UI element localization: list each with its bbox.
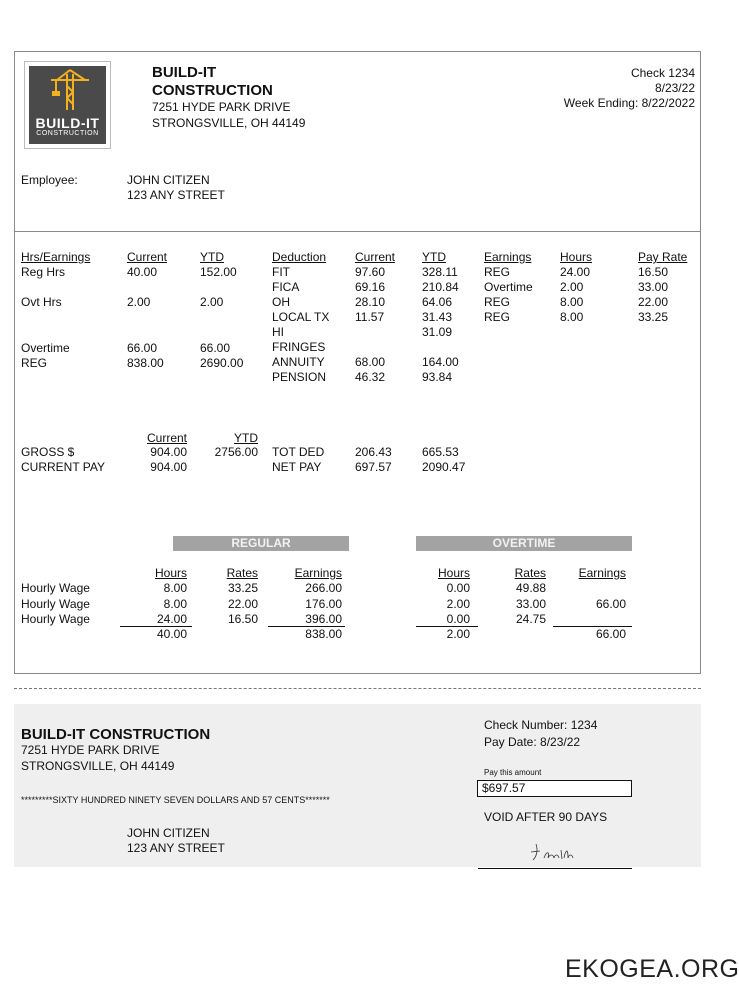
hrs-row-current: 2.00 [127,295,151,309]
company-address2: STRONGSVILLE, OH 44149 [152,116,306,130]
payee-name: JOHN CITIZEN [127,826,210,840]
overtime-header-earnings: Earnings [578,566,626,580]
totals-header-current: Current [146,431,187,445]
regular-row-label: Hourly Wage [21,612,90,626]
deduction-row-ytd: 164.00 [422,355,459,369]
regular-row-label: Hourly Wage [21,597,90,611]
regular-row-hours: 8.00 [163,581,187,595]
company-logo [24,61,111,149]
earnings-row-rate: 33.00 [638,280,669,294]
regular-total-hours: 40.00 [156,627,187,641]
hrs-row-ytd: 152.00 [200,265,237,279]
deduction-row-current: 69.16 [355,280,386,294]
earnings-row-hours: 8.00 [560,295,584,309]
earnings-row-hours: 2.00 [560,280,584,294]
current-pay-value: 904.00 [150,460,187,474]
earnings-row-rate: 16.50 [638,265,669,279]
deduction-row-label: FIT [272,265,290,279]
overtime-row-hours: 2.00 [446,597,470,611]
company-name-line2: CONSTRUCTION [152,82,273,99]
deduction-row-ytd: 64.06 [422,295,453,309]
signature-mark [528,840,578,864]
hrs-row-label: Reg Hrs [21,265,66,279]
regular-row-label: Hourly Wage [21,581,90,595]
overtime-row-earnings: 66.00 [595,597,626,611]
company-name-line1: BUILD-IT [152,64,217,81]
gross-label: GROSS $ [21,445,75,459]
overtime-total-earnings: 66.00 [595,627,626,641]
employee-label: Employee: [21,173,78,187]
deduction-header-label: Deduction [272,250,327,264]
week-ending: Week Ending: 8/22/2022 [563,96,695,110]
regular-row-rate: 22.00 [227,597,258,611]
deduction-row-current: 97.60 [355,265,386,279]
employee-name: JOHN CITIZEN [127,173,210,187]
logo-text-main: BUILD-IT [35,115,100,131]
hrs-row-current: 838.00 [127,356,164,370]
overtime-row-rate: 33.00 [515,597,546,611]
net-pay-ytd: 2090.47 [422,460,466,474]
hrs-row-current: 66.00 [127,341,158,355]
perforation-line [14,688,701,689]
hrs-row-ytd: 2.00 [200,295,224,309]
deduction-row-ytd: 31.43 [422,310,453,324]
earnings-header-rate: Pay Rate [638,250,688,264]
gross-ytd: 2756.00 [214,445,258,459]
pay-this-amount-label: Pay this amount [484,768,542,777]
hrs-row-label: REG [21,356,48,370]
current-pay-label: CURRENT PAY [21,460,106,474]
watermark: EKOGEA.ORG [565,955,739,983]
overtime-row-rate: 24.75 [515,612,546,626]
deduction-row-current: 28.10 [355,295,386,309]
totals-header-ytd: YTD [234,431,258,445]
overtime-row-hours: 0.00 [446,612,470,626]
overtime-header-hours: Hours [437,566,470,580]
check-amount-box: $697.57 [477,780,632,797]
earnings-row-hours: 8.00 [560,310,584,324]
regular-header-rates: Rates [226,566,258,580]
signature-line [478,868,632,869]
check-date: 8/23/22 [654,81,695,95]
deduction-row-current: 11.57 [355,310,385,324]
earnings-row-label: REG [484,265,511,279]
net-pay-label: NET PAY [272,460,322,474]
deduction-header-ytd: YTD [422,250,446,264]
earnings-row-label: Overtime [484,280,533,294]
check-number: Check Number: 1234 [484,718,598,732]
hrs-row-current: 40.00 [127,265,158,279]
hrs-header-current: Current [127,250,168,264]
net-pay-current: 697.57 [355,460,392,474]
amount-in-words: *********SIXTY HUNDRED NINETY SEVEN DOLLARS AND 57 CENTS******* [21,795,330,805]
tot-ded-ytd: 665.53 [422,445,459,459]
check-company-address2: STRONGSVILLE, OH 44149 [21,759,175,773]
earnings-row-label: REG [484,295,511,309]
hrs-row-label: Ovt Hrs [21,295,62,309]
earnings-header-hours: Hours [560,250,593,264]
overtime-header-rates: Rates [514,566,546,580]
payee-street: 123 ANY STREET [127,841,225,855]
tot-ded-current: 206.43 [355,445,392,459]
check-company-name: BUILD-IT CONSTRUCTION [21,726,211,743]
regular-row-rate: 33.25 [227,581,258,595]
void-notice: VOID AFTER 90 DAYS [484,810,608,824]
deduction-row-label: PENSION [272,370,327,384]
regular-band: REGULAR [173,536,349,551]
regular-header-hours: Hours [154,566,187,580]
deduction-row-label: OH [272,295,290,309]
hrs-header-ytd: YTD [200,250,224,264]
regular-row-earnings: 396.00 [305,612,342,626]
earnings-header-label: Earnings [484,250,532,264]
regular-row-hours: 8.00 [163,597,187,611]
regular-row-rate: 16.50 [227,612,258,626]
deduction-row-label: LOCAL TX [272,310,330,324]
overtime-row-rate: 49.88 [515,581,546,595]
deduction-row-label: HI [272,325,284,339]
deduction-row-ytd: 210.84 [422,280,459,294]
regular-total-earnings: 838.00 [305,627,342,641]
hrs-row-ytd: 2690.00 [200,356,244,370]
deduction-row-label: ANNUITY [272,355,325,369]
hrs-row-ytd: 66.00 [200,341,231,355]
deduction-row-ytd: 93.84 [422,370,453,384]
overtime-band: OVERTIME [416,536,632,551]
company-address1: 7251 HYDE PARK DRIVE [152,100,291,114]
earnings-row-rate: 33.25 [638,310,669,324]
deduction-row-ytd: 328.11 [422,265,458,279]
tot-ded-label: TOT DED [272,445,325,459]
overtime-total-hours: 2.00 [446,627,470,641]
regular-row-earnings: 266.00 [305,581,342,595]
deduction-row-ytd: 31.09 [422,325,453,339]
deduction-row-current: 68.00 [355,355,386,369]
crane-icon [29,66,106,114]
gross-current: 904.00 [150,445,187,459]
employee-street: 123 ANY STREET [127,188,225,202]
deduction-header-current: Current [355,250,396,264]
hrs-row-label: Overtime [21,341,70,355]
regular-row-earnings: 176.00 [305,597,342,611]
check-number-label: Check 1234 [630,66,695,80]
deduction-row-label: FRINGES [272,340,326,354]
pay-date: Pay Date: 8/23/22 [484,735,581,749]
regular-header-earnings: Earnings [294,566,342,580]
earnings-row-hours: 24.00 [560,265,591,279]
stub-divider [14,231,701,232]
check-company-address1: 7251 HYDE PARK DRIVE [21,743,160,757]
deduction-row-current: 46.32 [355,370,386,384]
regular-row-hours: 24.00 [156,612,187,626]
hrs-header-label: Hrs/Earnings [21,250,91,264]
earnings-row-rate: 22.00 [638,295,669,309]
logo-text-sub: CONSTRUCTION [36,130,99,137]
overtime-row-hours: 0.00 [446,581,470,595]
earnings-row-label: REG [484,310,511,324]
deduction-row-label: FICA [272,280,300,294]
